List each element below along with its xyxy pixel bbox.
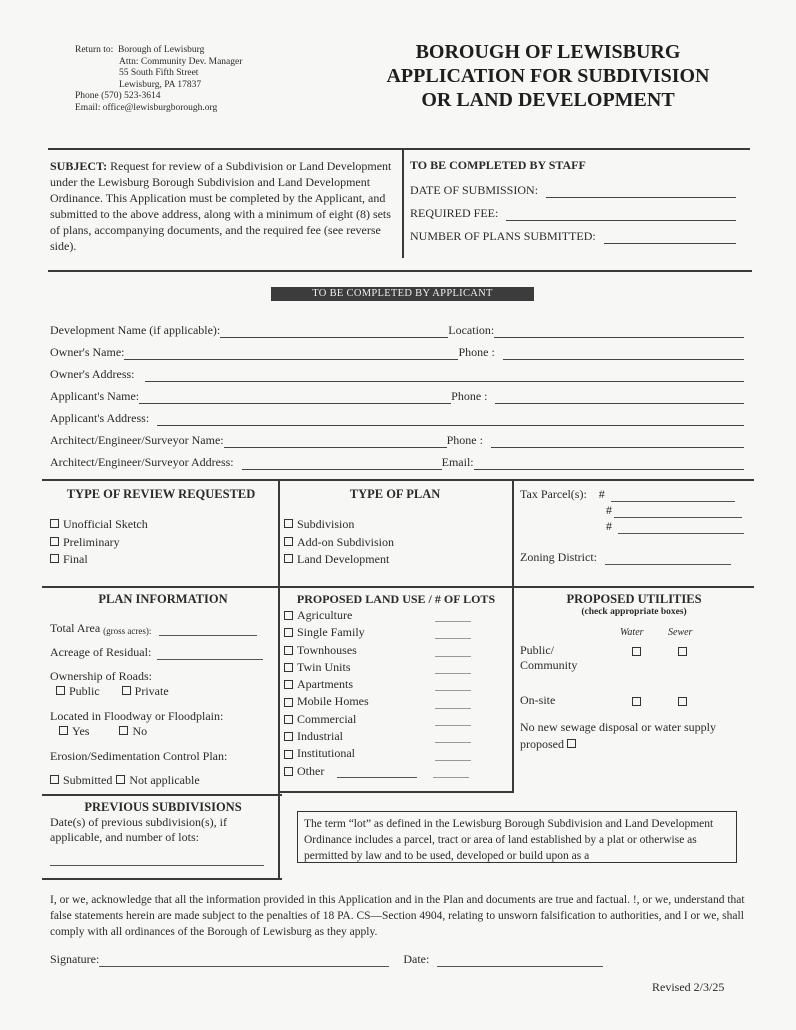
owner-address-label: Owner's Address: — [50, 367, 135, 381]
onsite-sewer-checkbox[interactable] — [678, 697, 687, 706]
return-line: 55 South Fifth Street — [119, 68, 199, 78]
checkbox[interactable] — [116, 775, 125, 784]
public-label-2: Community — [520, 658, 578, 672]
return-line: Lewisburg, PA 17837 — [119, 79, 202, 90]
land-use-option[interactable] — [284, 693, 508, 710]
roads-private[interactable] — [122, 684, 169, 698]
owner-address-field[interactable] — [145, 369, 745, 382]
zoning-field[interactable] — [605, 552, 731, 565]
option-label: Yes — [72, 724, 90, 738]
return-phone: Phone (570) 523-3614 — [75, 91, 161, 101]
title-line: BOROUGH OF LEWISBURG — [415, 41, 681, 63]
date-label: Date: — [403, 952, 430, 966]
aes-phone-label: Phone : — [446, 433, 483, 447]
plan-info-section — [50, 592, 276, 788]
signature-label: Signature: — [50, 952, 100, 966]
grid-line — [42, 586, 754, 588]
plan-type-option[interactable] — [284, 551, 506, 569]
tax-parcel-label: Tax Parcel(s): — [520, 487, 587, 501]
land-use-option[interactable] — [284, 607, 508, 624]
owner-phone-field[interactable] — [503, 347, 744, 360]
checkbox[interactable] — [284, 646, 293, 655]
return-address — [75, 45, 242, 114]
aes-address-field[interactable] — [242, 457, 442, 470]
option-label: Townhouses — [297, 642, 357, 657]
signature-field[interactable] — [99, 954, 389, 967]
aes-phone-field[interactable] — [491, 435, 744, 448]
checkbox[interactable] — [284, 537, 293, 546]
grid-line — [42, 479, 754, 481]
grid-line — [512, 479, 514, 792]
checkbox[interactable] — [284, 750, 293, 759]
staff-section — [402, 150, 760, 258]
option-label: Single Family — [297, 625, 365, 640]
date-of-submission-field[interactable] — [546, 183, 736, 198]
utilities-subheading: (check appropriate boxes) — [581, 607, 687, 617]
parcel-section — [520, 487, 746, 565]
plan-type-section — [284, 487, 506, 569]
lot-count-field[interactable] — [435, 748, 471, 761]
applicant-banner: TO BE COMPLETED BY APPLICANT — [271, 287, 534, 301]
subject-block — [50, 158, 392, 254]
public-water-checkbox[interactable] — [632, 647, 641, 656]
option-label: Final — [63, 552, 88, 566]
lot-count-field[interactable] — [435, 730, 471, 743]
applicant-name-label: Applicant's Name: — [50, 389, 140, 403]
dev-name-label: Development Name (if applicable): — [50, 323, 221, 337]
applicant-fields — [50, 316, 744, 470]
total-area-field[interactable] — [159, 623, 257, 636]
residual-label: Acreage of Residual: — [50, 645, 152, 659]
option-label: Private — [134, 684, 169, 698]
tax-parcel-field-1[interactable] — [611, 489, 735, 502]
review-option[interactable] — [50, 551, 272, 569]
subject-label: SUBJECT: — [50, 159, 108, 173]
option-label: Unofficial Sketch — [63, 517, 148, 531]
erosion-label: Erosion/Sedimentation Control Plan: — [50, 749, 228, 763]
aes-name-field[interactable] — [224, 435, 447, 448]
applicant-phone-field[interactable] — [495, 391, 744, 404]
option-label: Subdivision — [297, 517, 355, 531]
return-email: Email: office@lewisburgborough.org — [75, 102, 218, 113]
checkbox[interactable] — [284, 767, 293, 776]
checkbox[interactable] — [56, 686, 65, 695]
plan-info-heading: PLAN INFORMATION — [98, 592, 228, 606]
return-to-label: Return to: — [75, 45, 114, 55]
option-label: Twin Units — [297, 659, 351, 674]
title-line: OR LAND DEVELOPMENT — [421, 89, 675, 111]
aes-email-label: Email: — [441, 455, 474, 469]
checkbox[interactable] — [50, 537, 59, 546]
roads-label: Ownership of Roads: — [50, 669, 152, 683]
option-label: No — [132, 724, 148, 738]
no-new-utilities[interactable] — [520, 719, 748, 753]
lot-count-field[interactable] — [435, 696, 471, 709]
location-label: Location: — [448, 323, 495, 337]
option-label: Add-on Subdivision — [297, 534, 395, 549]
land-use-option[interactable] — [284, 763, 508, 780]
signature-row — [50, 952, 750, 967]
plan-type-option[interactable] — [284, 516, 506, 534]
water-col-label: Water — [620, 627, 644, 638]
review-option[interactable] — [50, 516, 272, 534]
owner-name-field[interactable] — [124, 347, 458, 360]
public-sewer-checkbox[interactable] — [678, 647, 687, 656]
option-label: Agriculture — [297, 608, 353, 622]
option-label: Industrial — [297, 729, 343, 744]
checkbox[interactable] — [284, 732, 293, 741]
land-use-option[interactable] — [284, 624, 508, 641]
previous-heading: PREVIOUS SUBDIVISIONS — [84, 800, 242, 814]
lot-count-field[interactable] — [435, 626, 471, 639]
review-option[interactable] — [50, 534, 272, 552]
land-use-option[interactable] — [284, 745, 508, 762]
lot-count-field[interactable] — [435, 713, 471, 726]
option-label: Land Development — [297, 552, 390, 566]
erosion-not-applicable[interactable] — [116, 773, 199, 787]
public-label: Public/ — [520, 643, 555, 657]
utilities-heading: PROPOSED UTILITIES — [566, 592, 702, 606]
applicant-name-field[interactable] — [139, 391, 451, 404]
option-label: Apartments — [297, 677, 353, 692]
option-label: Institutional — [297, 746, 355, 761]
acknowledgement: I, or we, acknowledge that all the information provided in this Application and in the Plan and documents are true and factual. !, or we, understand that false statements herein are made subject to the penalties of 18 PA. CS—Section 4904, relating to unsworn falsification to authorities, and I or we, shall comply with all ordinances of the Borough of Lewisburg as they apply. — [50, 894, 745, 938]
hash-label: # — [598, 487, 605, 501]
flood-label: Located in Floodway or Floodplain: — [50, 709, 224, 723]
checkbox[interactable] — [284, 628, 293, 637]
zoning-label: Zoning District: — [520, 550, 597, 564]
form-title — [370, 40, 726, 112]
applicant-phone-label: Phone : — [451, 389, 488, 403]
other-description-field[interactable] — [337, 765, 417, 778]
aes-email-field[interactable] — [474, 457, 744, 470]
option-label: Other — [297, 763, 325, 778]
title-line: APPLICATION FOR SUBDIVISION — [386, 65, 710, 87]
previous-subdivisions — [50, 800, 276, 866]
owner-name-label: Owner's Name: — [50, 345, 125, 359]
checkbox[interactable] — [284, 611, 293, 620]
checkbox[interactable] — [59, 726, 68, 735]
sewer-col-label: Sewer — [668, 627, 693, 638]
grid-line — [278, 791, 514, 793]
return-line: Attn: Community Dev. Manager — [119, 56, 243, 67]
grid-line — [42, 878, 282, 880]
flood-no[interactable] — [119, 724, 147, 738]
checkbox[interactable] — [284, 698, 293, 707]
revised-date: Revised 2/3/25 — [652, 980, 725, 994]
lot-count-field[interactable] — [435, 644, 471, 657]
aes-address-label: Architect/Engineer/Surveyor Address: — [50, 455, 234, 469]
option-label: Mobile Homes — [297, 694, 369, 709]
land-use-option[interactable] — [284, 728, 508, 745]
required-fee-label: REQUIRED FEE: — [410, 206, 499, 220]
grid-line — [278, 479, 280, 880]
option-label: Public — [69, 684, 100, 698]
review-type-section — [50, 487, 272, 569]
residual-field[interactable] — [157, 647, 263, 660]
plans-submitted-label: NUMBER OF PLANS SUBMITTED: — [410, 229, 596, 243]
dev-name-field[interactable] — [220, 325, 448, 338]
lot-count-field[interactable] — [435, 609, 471, 622]
divider — [48, 270, 752, 272]
required-fee-field[interactable] — [506, 206, 736, 221]
location-field[interactable] — [494, 325, 744, 338]
land-use-heading: PROPOSED LAND USE / # OF LOTS — [296, 592, 496, 606]
review-type-heading: TYPE OF REVIEW REQUESTED — [66, 487, 256, 501]
option-label: Submitted — [63, 773, 113, 787]
checkbox[interactable] — [284, 680, 293, 689]
subject-text: Request for review of a Subdivision or Land Development under the Lewisburg Borough Subdivision and Land Development Ordinance. This Application must be completed by the Applicant, and submitted to the above address, along with a minimum of eight (8) sets of plans, accompanying documents, and the required fee (see reverse side). — [50, 159, 392, 253]
onsite-water-checkbox[interactable] — [632, 697, 641, 706]
erosion-submitted[interactable] — [50, 773, 112, 787]
staff-heading: TO BE COMPLETED BY STAFF — [410, 158, 586, 172]
land-use-option[interactable] — [284, 711, 508, 728]
grid-line — [42, 794, 282, 796]
lot-count-field[interactable] — [433, 765, 469, 778]
owner-phone-label: Phone : — [458, 345, 495, 359]
previous-text: Date(s) of previous subdivision(s), if applicable, and number of lots: — [50, 815, 227, 844]
checkbox[interactable] — [284, 519, 293, 528]
hash-label: # — [606, 519, 612, 533]
checkbox[interactable] — [119, 726, 128, 735]
flood-yes[interactable] — [59, 724, 89, 738]
plan-type-option[interactable] — [284, 534, 506, 552]
checkbox[interactable] — [284, 715, 293, 724]
no-new-utilities-label: No new sewage disposal or water supply proposed — [520, 720, 716, 751]
checkbox[interactable] — [50, 519, 59, 528]
total-area-unit: (gross acres): — [103, 626, 152, 636]
previous-field[interactable] — [50, 853, 264, 866]
lot-definition: The term “lot” as defined in the Lewisburg Borough Subdivision and Land Development Ordinance includes a parcel, tract or area of land established by a plat or otherwise as permitted by law and to be used, developed or build upon as a — [297, 811, 737, 863]
land-use-section — [284, 592, 508, 780]
tax-parcel-field-2[interactable] — [614, 505, 742, 518]
checkbox[interactable] — [122, 686, 131, 695]
option-label: Not applicable — [129, 773, 200, 787]
option-label: Preliminary — [63, 534, 120, 549]
checkbox[interactable] — [284, 663, 293, 672]
aes-name-label: Architect/Engineer/Surveyor Name: — [50, 433, 224, 447]
tax-parcel-field-3[interactable] — [618, 521, 744, 534]
plans-submitted-field[interactable] — [604, 229, 736, 244]
land-use-option[interactable] — [284, 659, 508, 676]
checkbox[interactable] — [284, 554, 293, 563]
lot-count-field[interactable] — [435, 678, 471, 691]
land-use-option[interactable] — [284, 642, 508, 659]
checkbox[interactable] — [567, 739, 576, 748]
hash-label: # — [606, 503, 612, 517]
land-use-option[interactable] — [284, 676, 508, 693]
onsite-label: On-site — [520, 693, 556, 707]
return-line: Borough of Lewisburg — [118, 45, 205, 55]
checkbox[interactable] — [50, 775, 59, 784]
applicant-address-label: Applicant's Address: — [50, 411, 150, 425]
total-area-label: Total Area — [50, 621, 101, 635]
roads-public[interactable] — [56, 684, 100, 698]
date-field[interactable] — [437, 954, 603, 967]
option-label: Commercial — [297, 711, 357, 726]
date-of-submission-label: DATE OF SUBMISSION: — [410, 183, 539, 197]
applicant-address-field[interactable] — [157, 413, 744, 426]
plan-type-heading: TYPE OF PLAN — [349, 487, 441, 501]
utilities-section — [520, 592, 748, 753]
checkbox[interactable] — [50, 554, 59, 563]
lot-count-field[interactable] — [435, 661, 471, 674]
